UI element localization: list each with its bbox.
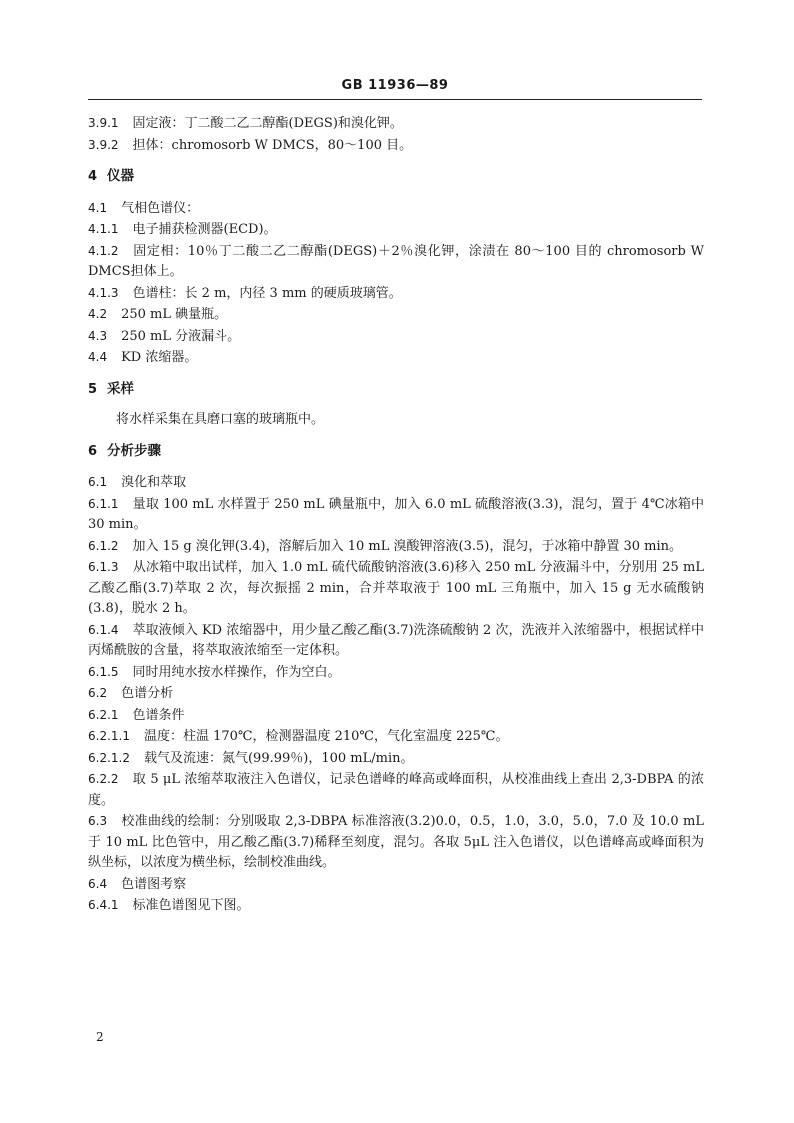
- clause-text: 250 mL 分液漏斗。: [121, 328, 241, 344]
- clause-text: 标准色谱图见下图。: [132, 898, 250, 913]
- clause-text: 色谱分析: [121, 686, 174, 701]
- section-title: 仪器: [107, 168, 135, 184]
- standard-number-header: GB 11936—89: [341, 78, 449, 93]
- clause-3-9-2: [88, 135, 704, 157]
- clause-number: 6.2.2: [88, 772, 119, 786]
- section-5-heading: [88, 379, 704, 401]
- clause-text: 量取 100 mL 水样置于 250 mL 碘量瓶中，加入 6.0 mL 硫酸溶液(3.3)，混匀，置于 4℃冰箱中 30 min。: [88, 496, 704, 532]
- clause-6-2-1-1: [88, 726, 704, 748]
- clause-number: 4.4: [88, 350, 108, 364]
- clause-number: 4.1.1: [88, 222, 119, 236]
- section-number: 4: [88, 169, 98, 184]
- clause-text: 固定液：丁二酸二乙二醇酯(DEGS)和溴化钾。: [132, 116, 403, 131]
- clause-number: 6.4.1: [88, 898, 119, 912]
- clause-text: 萃取液倾入 KD 浓缩器中，用少量乙酸乙酯(3.7)洗涤硫酸钠 2 次，洗液并入浓缩器中，根据试样中丙烯酰胺的含量，将萃取液浓缩至一定体积。: [88, 622, 704, 658]
- clause-number: 6.1.2: [88, 538, 119, 553]
- clause-4-1-1: [88, 219, 704, 241]
- clause-number: 3.9.2: [88, 137, 119, 152]
- clause-text: 同时用纯水按水样操作，作为空白。: [132, 664, 341, 680]
- clause-text: 取 5 μL 浓缩萃取液注入色谱仪，记录色谱峰的峰高或峰面积，从校准曲线上查出 2,3-DBPA 的浓度。: [88, 772, 704, 808]
- clause-number: 6.2.1.2: [88, 750, 130, 765]
- clause-text: 校准曲线的绘制：分别吸取 2,3-DBPA 标准溶液(3.2)0.0，0.5，1.0，3.0，5.0，7.0 及 10.0 mL 于 10 mL 比色管中，用乙酸乙酯(3.7)稀释至刻度，混匀。各取 5μL 注入色谱仪，以色谱峰高或峰面积为纵坐标，以浓度为横坐标，绘制校准曲线。: [88, 814, 704, 870]
- clause-6-1-2: [88, 536, 704, 558]
- section-6-heading: [88, 441, 704, 463]
- clause-number: 6.1.1: [88, 496, 119, 511]
- clause-number: 6.2: [88, 686, 108, 700]
- clause-text: 担体：chromosorb W DMCS，80～100 目。: [132, 137, 413, 153]
- clause-6-1: [88, 472, 704, 494]
- clause-6-4-1: [88, 895, 704, 917]
- section-title: 分析步骤: [107, 442, 162, 459]
- sampling-paragraph: 将水样采集在具磨口塞的玻璃瓶中。: [116, 412, 325, 427]
- clause-number: 6.1.3: [88, 560, 119, 574]
- clause-4-1-2: [88, 241, 704, 283]
- clause-text: 250 mL 碘量瓶。: [121, 307, 228, 322]
- clause-4-4: [88, 347, 704, 369]
- clause-number: 6.4: [88, 876, 108, 891]
- page-number: 2: [96, 1030, 104, 1044]
- clause-text: 气相色谱仪：: [121, 200, 200, 216]
- clause-number: 3.9.1: [88, 116, 119, 130]
- clause-number: 6.1.4: [88, 622, 119, 637]
- document-body: [88, 113, 704, 917]
- clause-number: 4.1.2: [88, 243, 119, 258]
- clause-text: 温度：柱温 170℃，检测器温度 210℃，气化室温度 225℃。: [143, 729, 509, 744]
- clause-4-1: [88, 198, 704, 220]
- clause-6-3: [88, 811, 704, 874]
- clause-text: 色谱条件: [132, 707, 185, 723]
- clause-text: 固定相：10％丁二酸二乙二醇酯(DEGS)＋2％溴化钾，涂渍在 80～100 目的 chromosorb W DMCS担体上。: [88, 243, 704, 279]
- clause-text: 从冰箱中取出试样，加入 1.0 mL 硫代硫酸钠溶液(3.6)移入 250 mL 分液漏斗中，分别用 25 mL 乙酸乙酯(3.7)萃取 2 次，每次振摇 2 min，合并萃取液于 100 mL 三角瓶中，加入 15 g 无水硫酸钠(3.8)，脱水 2 h。: [88, 560, 704, 616]
- clause-4-2: [88, 304, 704, 326]
- clause-text: KD 浓缩器。: [121, 350, 198, 365]
- clause-text: 色谱柱：长 2 m，内径 3 mm 的硬质玻璃管。: [132, 285, 402, 301]
- clause-4-3: [88, 326, 704, 348]
- clause-text: 溴化和萃取: [121, 475, 187, 490]
- section-4-heading: [88, 166, 704, 188]
- clause-4-1-3: [88, 283, 704, 305]
- clause-text: 载气及流速：氮气(99.99％)，100 mL/min。: [143, 750, 414, 766]
- clause-6-2-1: [88, 705, 704, 727]
- clause-text: 色谱图考察: [121, 876, 187, 892]
- clause-6-4: [88, 874, 704, 896]
- header-rule: [88, 99, 702, 100]
- clause-number: 6.3: [88, 814, 108, 828]
- section-number: 6: [88, 443, 98, 459]
- clause-6-1-1: [88, 494, 704, 536]
- clause-number: 6.2.1: [88, 707, 119, 722]
- clause-number: 4.1: [88, 200, 108, 215]
- clause-number: 6.1: [88, 475, 108, 489]
- clause-number: 4.2: [88, 307, 108, 321]
- clause-number: 6.2.1.1: [88, 729, 130, 743]
- clause-number: 4.3: [88, 328, 108, 343]
- clause-6-1-3: [88, 557, 704, 620]
- clause-number: 4.1.3: [88, 285, 119, 300]
- clause-6-1-4: [88, 620, 704, 662]
- section-title: 采样: [107, 380, 135, 397]
- section-number: 5: [88, 381, 98, 397]
- clause-6-2-2: [88, 769, 704, 811]
- clause-3-9-1: [88, 113, 704, 135]
- clause-text: 加入 15 g 溴化钾(3.4)，溶解后加入 10 mL 溴酸钾溶液(3.5)，混匀，于冰箱中静置 30 min。: [132, 538, 683, 554]
- clause-6-2-1-2: [88, 748, 704, 770]
- clause-6-2: [88, 683, 704, 705]
- clause-6-1-5: [88, 662, 704, 684]
- clause-number: 6.1.5: [88, 664, 119, 679]
- clause-text: 电子捕获检测器(ECD)。: [132, 222, 277, 237]
